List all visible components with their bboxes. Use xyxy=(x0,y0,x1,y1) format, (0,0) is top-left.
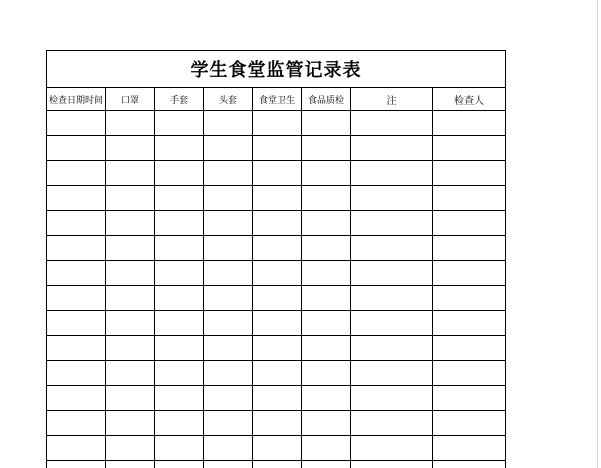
cell-food-inspection[interactable] xyxy=(302,111,351,136)
cell-food-inspection[interactable] xyxy=(302,261,351,286)
cell-mask[interactable] xyxy=(106,186,155,211)
cell-check-datetime[interactable] xyxy=(47,411,106,436)
cell-note[interactable] xyxy=(351,211,433,236)
cell-hairnet[interactable] xyxy=(204,361,253,386)
cell-hairnet[interactable] xyxy=(204,161,253,186)
table-row xyxy=(47,211,506,236)
cell-hairnet[interactable] xyxy=(204,261,253,286)
header-canteen-hygiene: 食堂卫生 xyxy=(253,88,302,111)
cell-mask[interactable] xyxy=(106,161,155,186)
table-row xyxy=(47,411,506,436)
header-mask: 口罩 xyxy=(106,88,155,111)
cell-check-datetime[interactable] xyxy=(47,111,106,136)
cell-check-datetime[interactable] xyxy=(47,386,106,411)
cell-food-inspection[interactable] xyxy=(302,311,351,336)
cell-canteen-hygiene[interactable] xyxy=(253,411,302,436)
cell-hairnet[interactable] xyxy=(204,211,253,236)
cell-mask[interactable] xyxy=(106,111,155,136)
cell-inspector[interactable] xyxy=(433,211,506,236)
cell-note[interactable] xyxy=(351,311,433,336)
header-food-inspection: 食品质检 xyxy=(302,88,351,111)
table-row xyxy=(47,111,506,136)
cell-gloves[interactable] xyxy=(155,411,204,436)
cell-inspector[interactable] xyxy=(433,236,506,261)
table-row xyxy=(47,336,506,361)
cell-food-inspection[interactable] xyxy=(302,386,351,411)
table-row xyxy=(47,461,506,468)
cell-hairnet[interactable] xyxy=(204,111,253,136)
supervision-record-table xyxy=(46,50,506,468)
table-row xyxy=(47,161,506,186)
cell-hairnet[interactable] xyxy=(204,336,253,361)
cell-note[interactable] xyxy=(351,261,433,286)
cell-check-datetime[interactable] xyxy=(47,311,106,336)
cell-note[interactable] xyxy=(351,111,433,136)
cell-gloves[interactable] xyxy=(155,136,204,161)
cell-gloves[interactable] xyxy=(155,211,204,236)
cell-note[interactable] xyxy=(351,161,433,186)
cell-note[interactable] xyxy=(351,411,433,436)
cell-note[interactable] xyxy=(351,186,433,211)
cell-check-datetime[interactable] xyxy=(47,361,106,386)
cell-gloves[interactable] xyxy=(155,336,204,361)
cell-food-inspection[interactable] xyxy=(302,236,351,261)
cell-gloves[interactable] xyxy=(155,186,204,211)
cell-check-datetime[interactable] xyxy=(47,261,106,286)
table-row xyxy=(47,286,506,311)
header-row xyxy=(47,88,506,111)
cell-check-datetime[interactable] xyxy=(47,436,106,461)
table-row xyxy=(47,361,506,386)
cell-inspector[interactable] xyxy=(433,411,506,436)
cell-canteen-hygiene[interactable] xyxy=(253,461,302,468)
cell-food-inspection[interactable] xyxy=(302,361,351,386)
cell-canteen-hygiene[interactable] xyxy=(253,161,302,186)
header-note: 注 xyxy=(351,88,433,111)
cell-inspector[interactable] xyxy=(433,261,506,286)
cell-gloves[interactable] xyxy=(155,436,204,461)
cell-check-datetime[interactable] xyxy=(47,186,106,211)
cell-mask[interactable] xyxy=(106,411,155,436)
cell-gloves[interactable] xyxy=(155,311,204,336)
cell-gloves[interactable] xyxy=(155,361,204,386)
table-row xyxy=(47,261,506,286)
table-row xyxy=(47,311,506,336)
header-gloves: 手套 xyxy=(155,88,204,111)
cell-mask[interactable] xyxy=(106,236,155,261)
cell-hairnet[interactable] xyxy=(204,386,253,411)
cell-inspector[interactable] xyxy=(433,111,506,136)
cell-canteen-hygiene[interactable] xyxy=(253,386,302,411)
cell-note[interactable] xyxy=(351,361,433,386)
cell-gloves[interactable] xyxy=(155,261,204,286)
cell-note[interactable] xyxy=(351,336,433,361)
cell-canteen-hygiene[interactable] xyxy=(253,311,302,336)
cell-hairnet[interactable] xyxy=(204,436,253,461)
cell-inspector[interactable] xyxy=(433,461,506,468)
cell-mask[interactable] xyxy=(106,136,155,161)
cell-note[interactable] xyxy=(351,136,433,161)
cell-canteen-hygiene[interactable] xyxy=(253,261,302,286)
cell-inspector[interactable] xyxy=(433,361,506,386)
cell-inspector[interactable] xyxy=(433,386,506,411)
cell-food-inspection[interactable] xyxy=(302,436,351,461)
page-right-edge xyxy=(597,0,598,468)
cell-inspector[interactable] xyxy=(433,186,506,211)
cell-food-inspection[interactable] xyxy=(302,461,351,468)
cell-mask[interactable] xyxy=(106,386,155,411)
cell-food-inspection[interactable] xyxy=(302,161,351,186)
cell-food-inspection[interactable] xyxy=(302,336,351,361)
cell-food-inspection[interactable] xyxy=(302,286,351,311)
cell-note[interactable] xyxy=(351,436,433,461)
cell-canteen-hygiene[interactable] xyxy=(253,336,302,361)
cell-inspector[interactable] xyxy=(433,161,506,186)
cell-inspector[interactable] xyxy=(433,286,506,311)
table-row xyxy=(47,236,506,261)
cell-hairnet[interactable] xyxy=(204,136,253,161)
table-title: 学生食堂监管记录表 xyxy=(47,51,506,88)
cell-inspector[interactable] xyxy=(433,336,506,361)
cell-canteen-hygiene[interactable] xyxy=(253,236,302,261)
table-row xyxy=(47,186,506,211)
cell-hairnet[interactable] xyxy=(204,286,253,311)
cell-mask[interactable] xyxy=(106,286,155,311)
cell-gloves[interactable] xyxy=(155,111,204,136)
cell-canteen-hygiene[interactable] xyxy=(253,436,302,461)
cell-gloves[interactable] xyxy=(155,386,204,411)
cell-mask[interactable] xyxy=(106,361,155,386)
cell-food-inspection[interactable] xyxy=(302,411,351,436)
cell-inspector[interactable] xyxy=(433,136,506,161)
cell-inspector[interactable] xyxy=(433,436,506,461)
cell-canteen-hygiene[interactable] xyxy=(253,211,302,236)
cell-mask[interactable] xyxy=(106,336,155,361)
cell-hairnet[interactable] xyxy=(204,186,253,211)
cell-check-datetime[interactable] xyxy=(47,286,106,311)
cell-gloves[interactable] xyxy=(155,161,204,186)
table-row xyxy=(47,386,506,411)
cell-mask[interactable] xyxy=(106,311,155,336)
cell-hairnet[interactable] xyxy=(204,411,253,436)
header-inspector: 检查人 xyxy=(433,88,506,111)
cell-canteen-hygiene[interactable] xyxy=(253,186,302,211)
cell-check-datetime[interactable] xyxy=(47,236,106,261)
cell-mask[interactable] xyxy=(106,211,155,236)
cell-check-datetime[interactable] xyxy=(47,136,106,161)
cell-hairnet[interactable] xyxy=(204,236,253,261)
cell-canteen-hygiene[interactable] xyxy=(253,111,302,136)
cell-note[interactable] xyxy=(351,236,433,261)
cell-canteen-hygiene[interactable] xyxy=(253,361,302,386)
header-check-datetime: 检查日期时间 xyxy=(47,88,106,111)
cell-canteen-hygiene[interactable] xyxy=(253,136,302,161)
cell-food-inspection[interactable] xyxy=(302,186,351,211)
cell-mask[interactable] xyxy=(106,261,155,286)
cell-canteen-hygiene[interactable] xyxy=(253,286,302,311)
table-row xyxy=(47,136,506,161)
cell-check-datetime[interactable] xyxy=(47,461,106,468)
cell-mask[interactable] xyxy=(106,461,155,468)
cell-check-datetime[interactable] xyxy=(47,211,106,236)
cell-gloves[interactable] xyxy=(155,286,204,311)
cell-inspector[interactable] xyxy=(433,311,506,336)
table-row xyxy=(47,436,506,461)
header-hairnet: 头套 xyxy=(204,88,253,111)
cell-note[interactable] xyxy=(351,286,433,311)
cell-food-inspection[interactable] xyxy=(302,211,351,236)
cell-note[interactable] xyxy=(351,461,433,468)
cell-check-datetime[interactable] xyxy=(47,161,106,186)
cell-gloves[interactable] xyxy=(155,236,204,261)
cell-check-datetime[interactable] xyxy=(47,336,106,361)
cell-hairnet[interactable] xyxy=(204,311,253,336)
cell-hairnet[interactable] xyxy=(204,461,253,468)
cell-mask[interactable] xyxy=(106,436,155,461)
cell-gloves[interactable] xyxy=(155,461,204,468)
cell-note[interactable] xyxy=(351,386,433,411)
cell-food-inspection[interactable] xyxy=(302,136,351,161)
